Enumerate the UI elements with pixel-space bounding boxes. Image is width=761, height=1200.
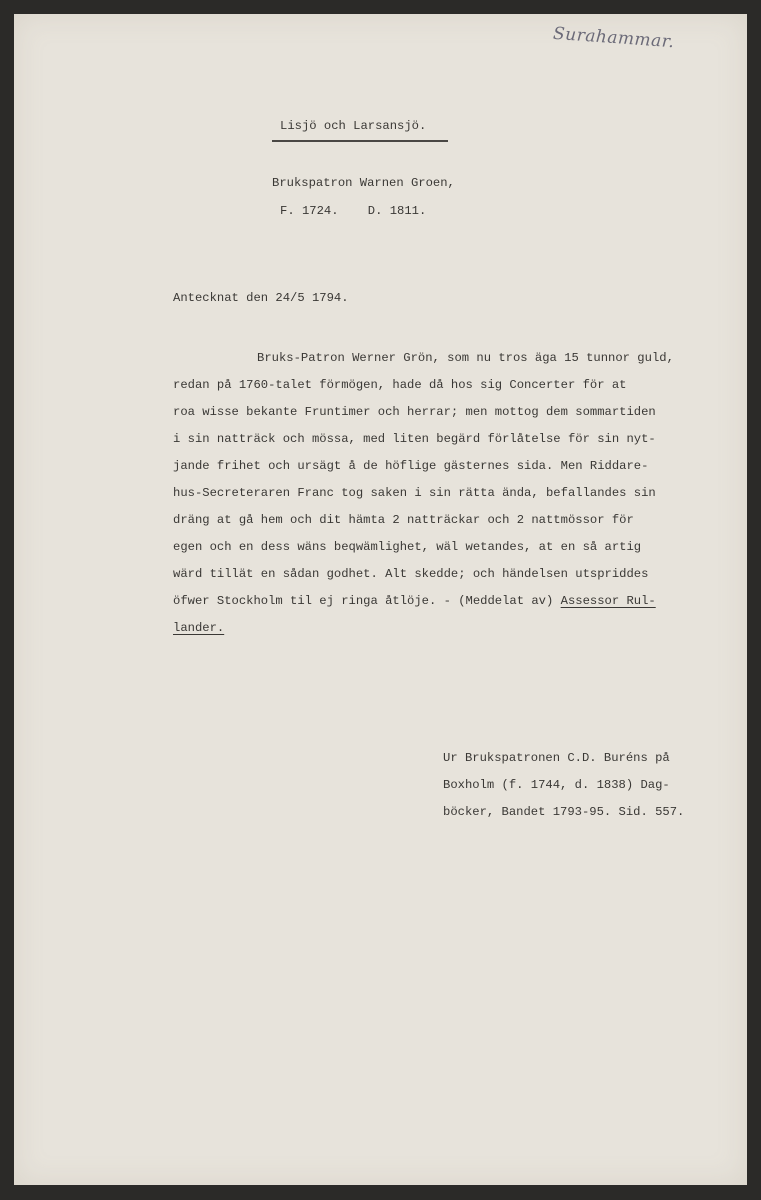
body-line: wärd tillät en sådan godhet. Alt skedde; och händelsen utspriddes [173,567,649,581]
noted-date: Antecknat den 24/5 1794. [173,291,349,305]
document-title: Lisjö och Larsansjö. [280,119,427,133]
body-line: Bruks-Patron Werner Grön, som nu tros äga 15 tunnor guld, [257,351,674,365]
title-underline [272,140,448,142]
source-line: Ur Brukspatronen C.D. Buréns på [443,751,670,765]
source-line: Boxholm (f. 1744, d. 1838) Dag- [443,778,670,792]
attribution-name-cont: lander. [173,621,225,635]
body-line-text: öfwer Stockholm til ej ringa åtlöje. - (Meddelat av) [173,594,561,608]
handwritten-annotation: Surahammar. [552,23,676,53]
body-line: jande frihet och ursägt å de höflige gästernes sida. Men Riddare- [173,459,649,473]
body-line: roa wisse bekante Fruntimer och herrar; men mottog dem sommartiden [173,405,656,419]
source-line: böcker, Bandet 1793-95. Sid. 557. [443,805,685,819]
body-line [173,593,656,609]
body-line: hus-Secreteraren Franc tog saken i sin rätta ända, befallandes sin [173,486,656,500]
body-line: i sin natträck och mössa, med liten begärd förlåtelse för sin nyt- [173,432,656,446]
body-line: egen och en dess wäns beqwämlighet, wäl wetandes, at en så artig [173,540,642,554]
body-line: redan på 1760-talet förmögen, hade då hos sig Concerter för at [173,378,627,392]
subject-dates: F. 1724. D. 1811. [280,204,427,218]
body-line: dräng at gå hem och dit hämta 2 natträckar och 2 nattmössor för [173,513,634,527]
attribution-name: Assessor Rul- [560,594,656,608]
subject-name: Brukspatron Warnen Groen, [272,176,455,190]
